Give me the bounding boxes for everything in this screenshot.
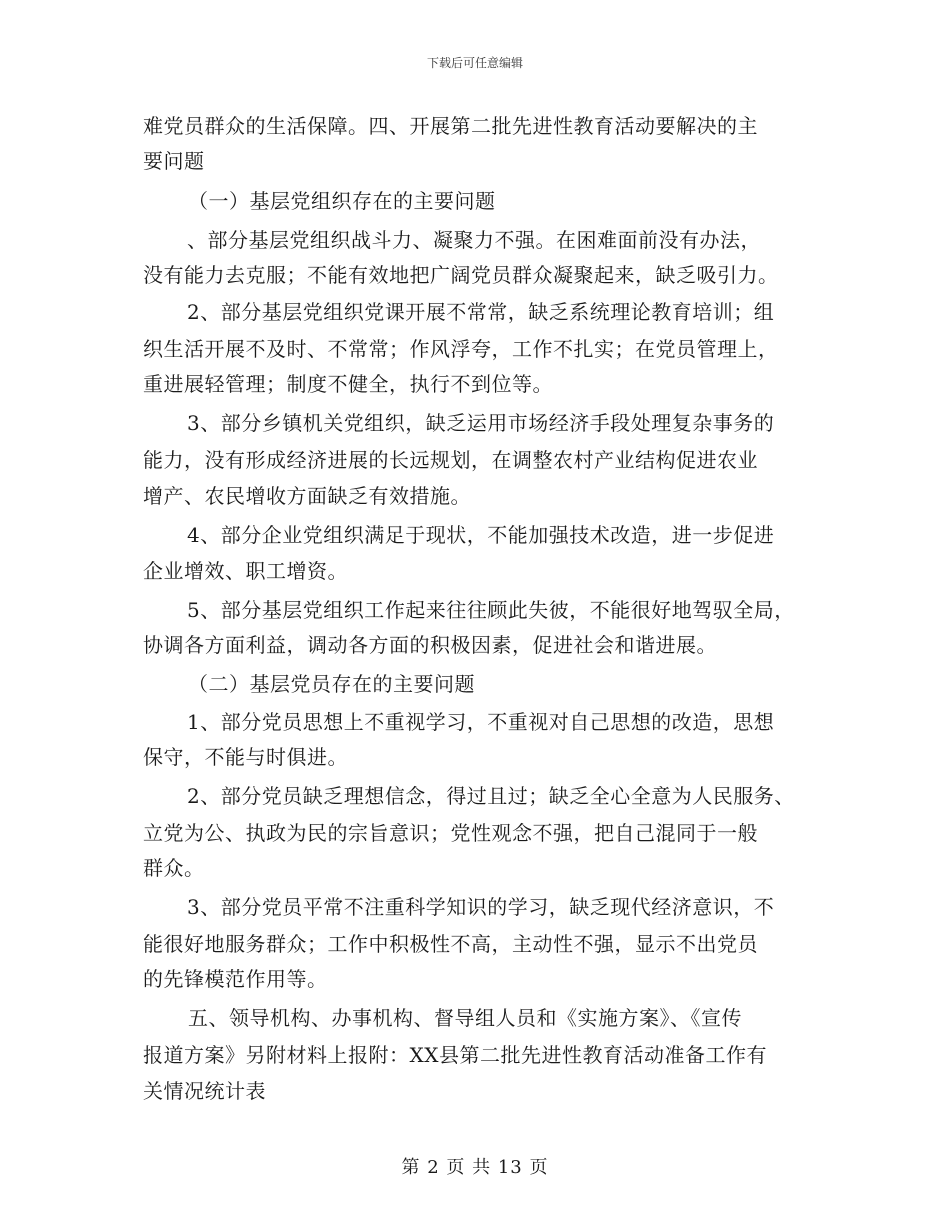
text-line: 要问题 — [143, 149, 205, 173]
text-line: 增产、农民增收方面缺乏有效措施。 — [143, 484, 471, 508]
text-line: 的先锋模范作用等。 — [143, 967, 328, 991]
text-line: 、部分基层党组织战斗力、凝聚力不强。在困难面前没有办法， — [187, 228, 761, 252]
text-line: 报道方案》另附材料上报附：XX县第二批先进性教育活动准备工作有 — [143, 1043, 767, 1067]
text-line: 群众。 — [143, 856, 205, 880]
text-line: 能很好地服务群众；工作中积极性不高，主动性不强，显示不出党员 — [143, 932, 758, 956]
text-line: 立党为公、执政为民的宗旨意识；党性观念不强，把自己混同于一般 — [143, 821, 758, 845]
text-line: 1、部分党员思想上不重视学习，不重视对自己思想的改造，思想 — [187, 710, 775, 734]
text-line: 协调各方面利益，调动各方面的积极因素，促进社会和谐进展。 — [143, 633, 717, 657]
text-line: 企业增效、职工增资。 — [143, 559, 348, 583]
text-line: 重进展轻管理；制度不健全，执行不到位等。 — [143, 372, 553, 396]
text-line: 难党员群众的生活保障。四、开展第二批先进性教育活动要解决的主 — [143, 114, 758, 138]
text-line: 保守，不能与时俱进。 — [143, 745, 348, 769]
section-heading: （一）基层党组织存在的主要问题 — [188, 189, 496, 213]
text-line: 5、部分基层党组织工作起来往往顾此失彼，不能很好地驾驭全局， — [187, 598, 795, 622]
text-line: 3、部分乡镇机关党组织，缺乏运用市场经济手段处理复杂事务的 — [187, 411, 775, 435]
page-number: 第 2 页 共 13 页 — [401, 1157, 549, 1178]
section-heading: 五、领导机构、办事机构、督导组人员和《实施方案》、《宣传 — [188, 1006, 742, 1030]
text-line: 2、部分党员缺乏理想信念，得过且过；缺乏全心全意为人民服务、 — [187, 784, 795, 808]
text-line: 2、部分基层党组织党课开展不常常，缺乏系统理论教育培训；组 — [187, 300, 775, 324]
text-line: 能力，没有形成经济进展的长远规划，在调整农村产业结构促进农业 — [143, 448, 758, 472]
text-line: 4、部分企业党组织满足于现状，不能加强技术改造，进一步促进 — [187, 523, 775, 547]
text-line: 织生活开展不及时、不常常；作风浮夸，工作不扎实；在党员管理上， — [143, 337, 779, 361]
text-line: 关情况统计表 — [143, 1079, 266, 1103]
section-heading: （二）基层党员存在的主要问题 — [188, 672, 475, 696]
download-note: 下载后可任意编辑 — [426, 56, 523, 70]
text-line: 3、部分党员平常不注重科学知识的学习，缺乏现代经济意识，不 — [187, 895, 775, 919]
text-line: 没有能力去克服；不能有效地把广阔党员群众凝聚起来，缺乏吸引力。 — [143, 263, 779, 287]
